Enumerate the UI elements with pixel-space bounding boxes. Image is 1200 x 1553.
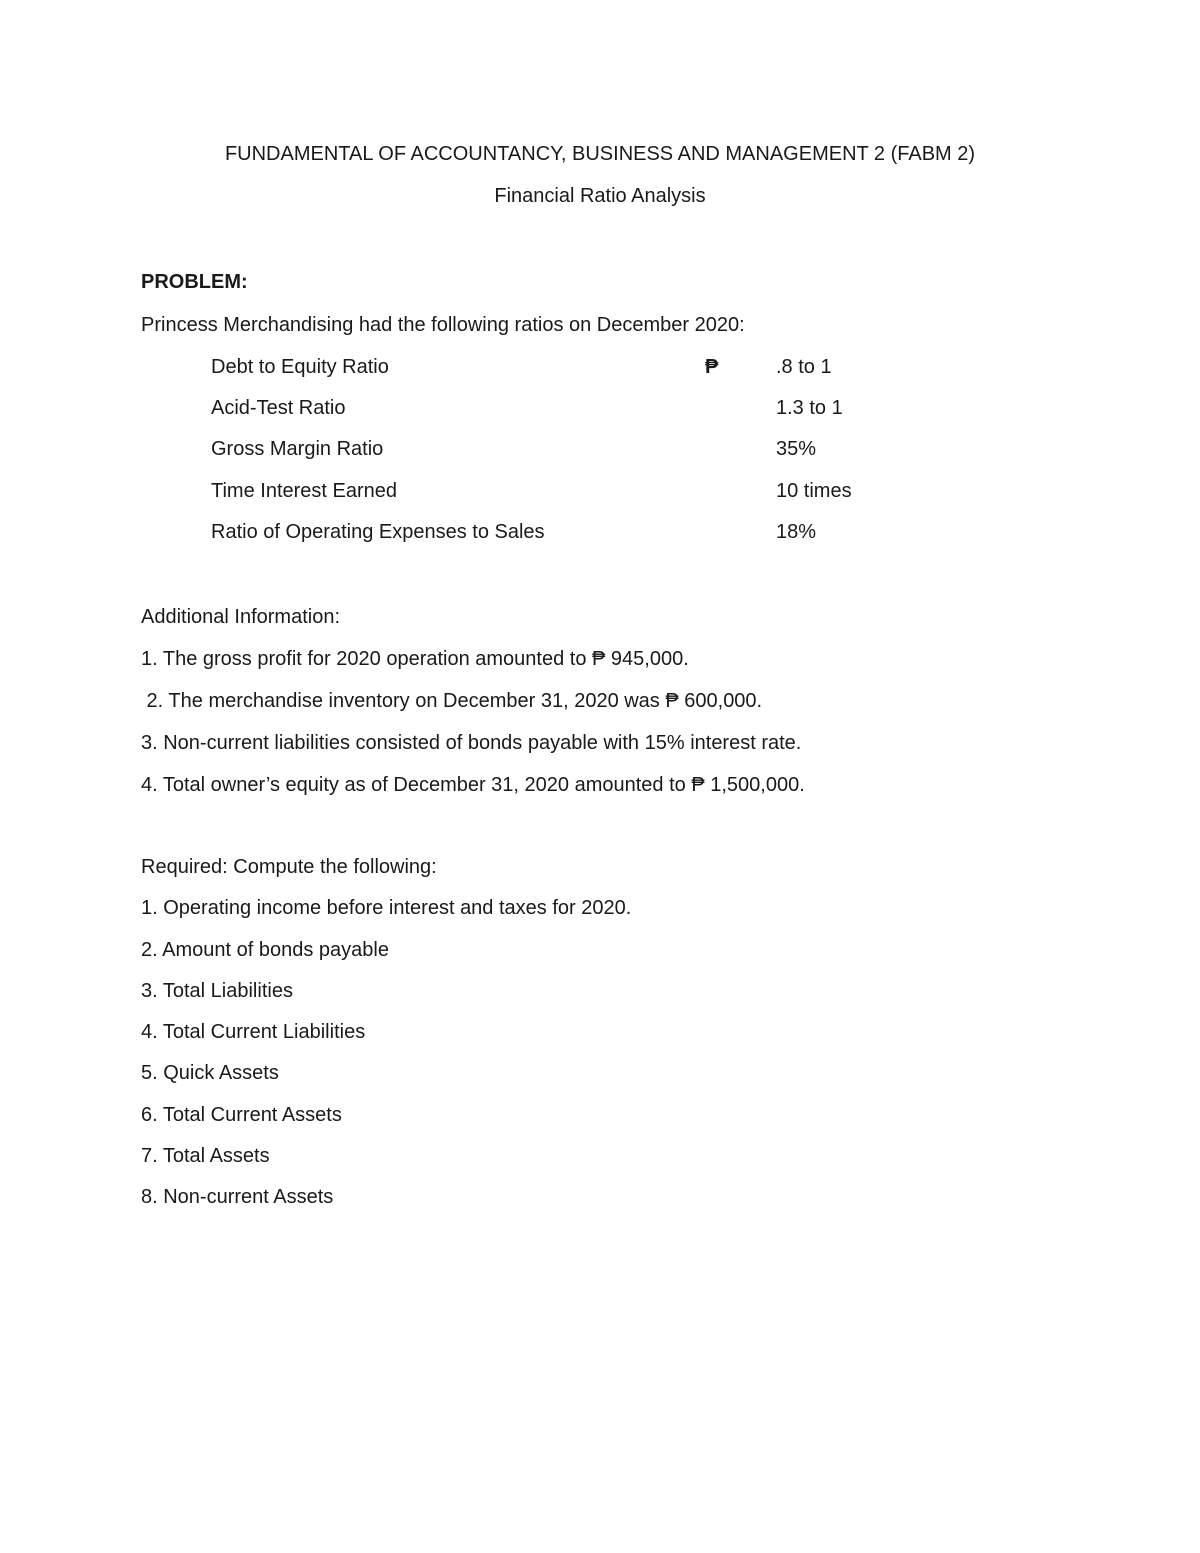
list-item: 2. Amount of bonds payable [141, 939, 389, 961]
ratio-name: Debt to Equity Ratio [211, 356, 389, 378]
list-item: 2. The merchandise inventory on December 31, 2020 was ₱ 600,000. [141, 690, 763, 712]
list-item: 8. Non-current Assets [141, 1186, 334, 1208]
list-item: 4. Total Current Liabilities [141, 1021, 366, 1043]
list-item: 3. Non-current liabilities consisted of bonds payable with 15% interest rate. [141, 732, 802, 754]
list-item: 5. Quick Assets [141, 1062, 279, 1084]
list-item: 4. Total owner’s equity as of December 31, 2020 amounted to ₱ 1,500,000. [141, 774, 805, 796]
problem-heading: PROBLEM: [141, 271, 248, 293]
ratio-name: Ratio of Operating Expenses to Sales [211, 521, 545, 543]
list-item: 1. The gross profit for 2020 operation amounted to ₱ 945,000. [141, 648, 689, 670]
problem-intro: Princess Merchandising had the following ratios on December 2020: [141, 314, 745, 336]
additional-heading: Additional Information: [141, 606, 341, 628]
ratio-name: Gross Margin Ratio [211, 438, 384, 460]
list-item: 3. Total Liabilities [141, 980, 293, 1002]
document-title: FUNDAMENTAL OF ACCOUNTANCY, BUSINESS AND MANAGEMENT 2 (FABM 2) [224, 143, 976, 165]
ratio-name: Time Interest Earned [211, 480, 398, 502]
ratio-value: .8 to 1 [776, 356, 832, 378]
list-item: 1. Operating income before interest and taxes for 2020. [141, 897, 632, 919]
ratio-name: Acid-Test Ratio [211, 397, 346, 419]
peso-symbol: ₱ [705, 356, 719, 378]
ratio-value: 1.3 to 1 [776, 397, 843, 419]
ratio-value: 18% [776, 521, 817, 543]
required-heading: Required: Compute the following: [141, 856, 437, 878]
list-item: 6. Total Current Assets [141, 1104, 342, 1126]
ratio-value: 35% [776, 438, 817, 460]
list-item: 7. Total Assets [141, 1145, 270, 1167]
ratio-value: 10 times [776, 480, 852, 502]
document-subtitle: Financial Ratio Analysis [494, 185, 706, 207]
